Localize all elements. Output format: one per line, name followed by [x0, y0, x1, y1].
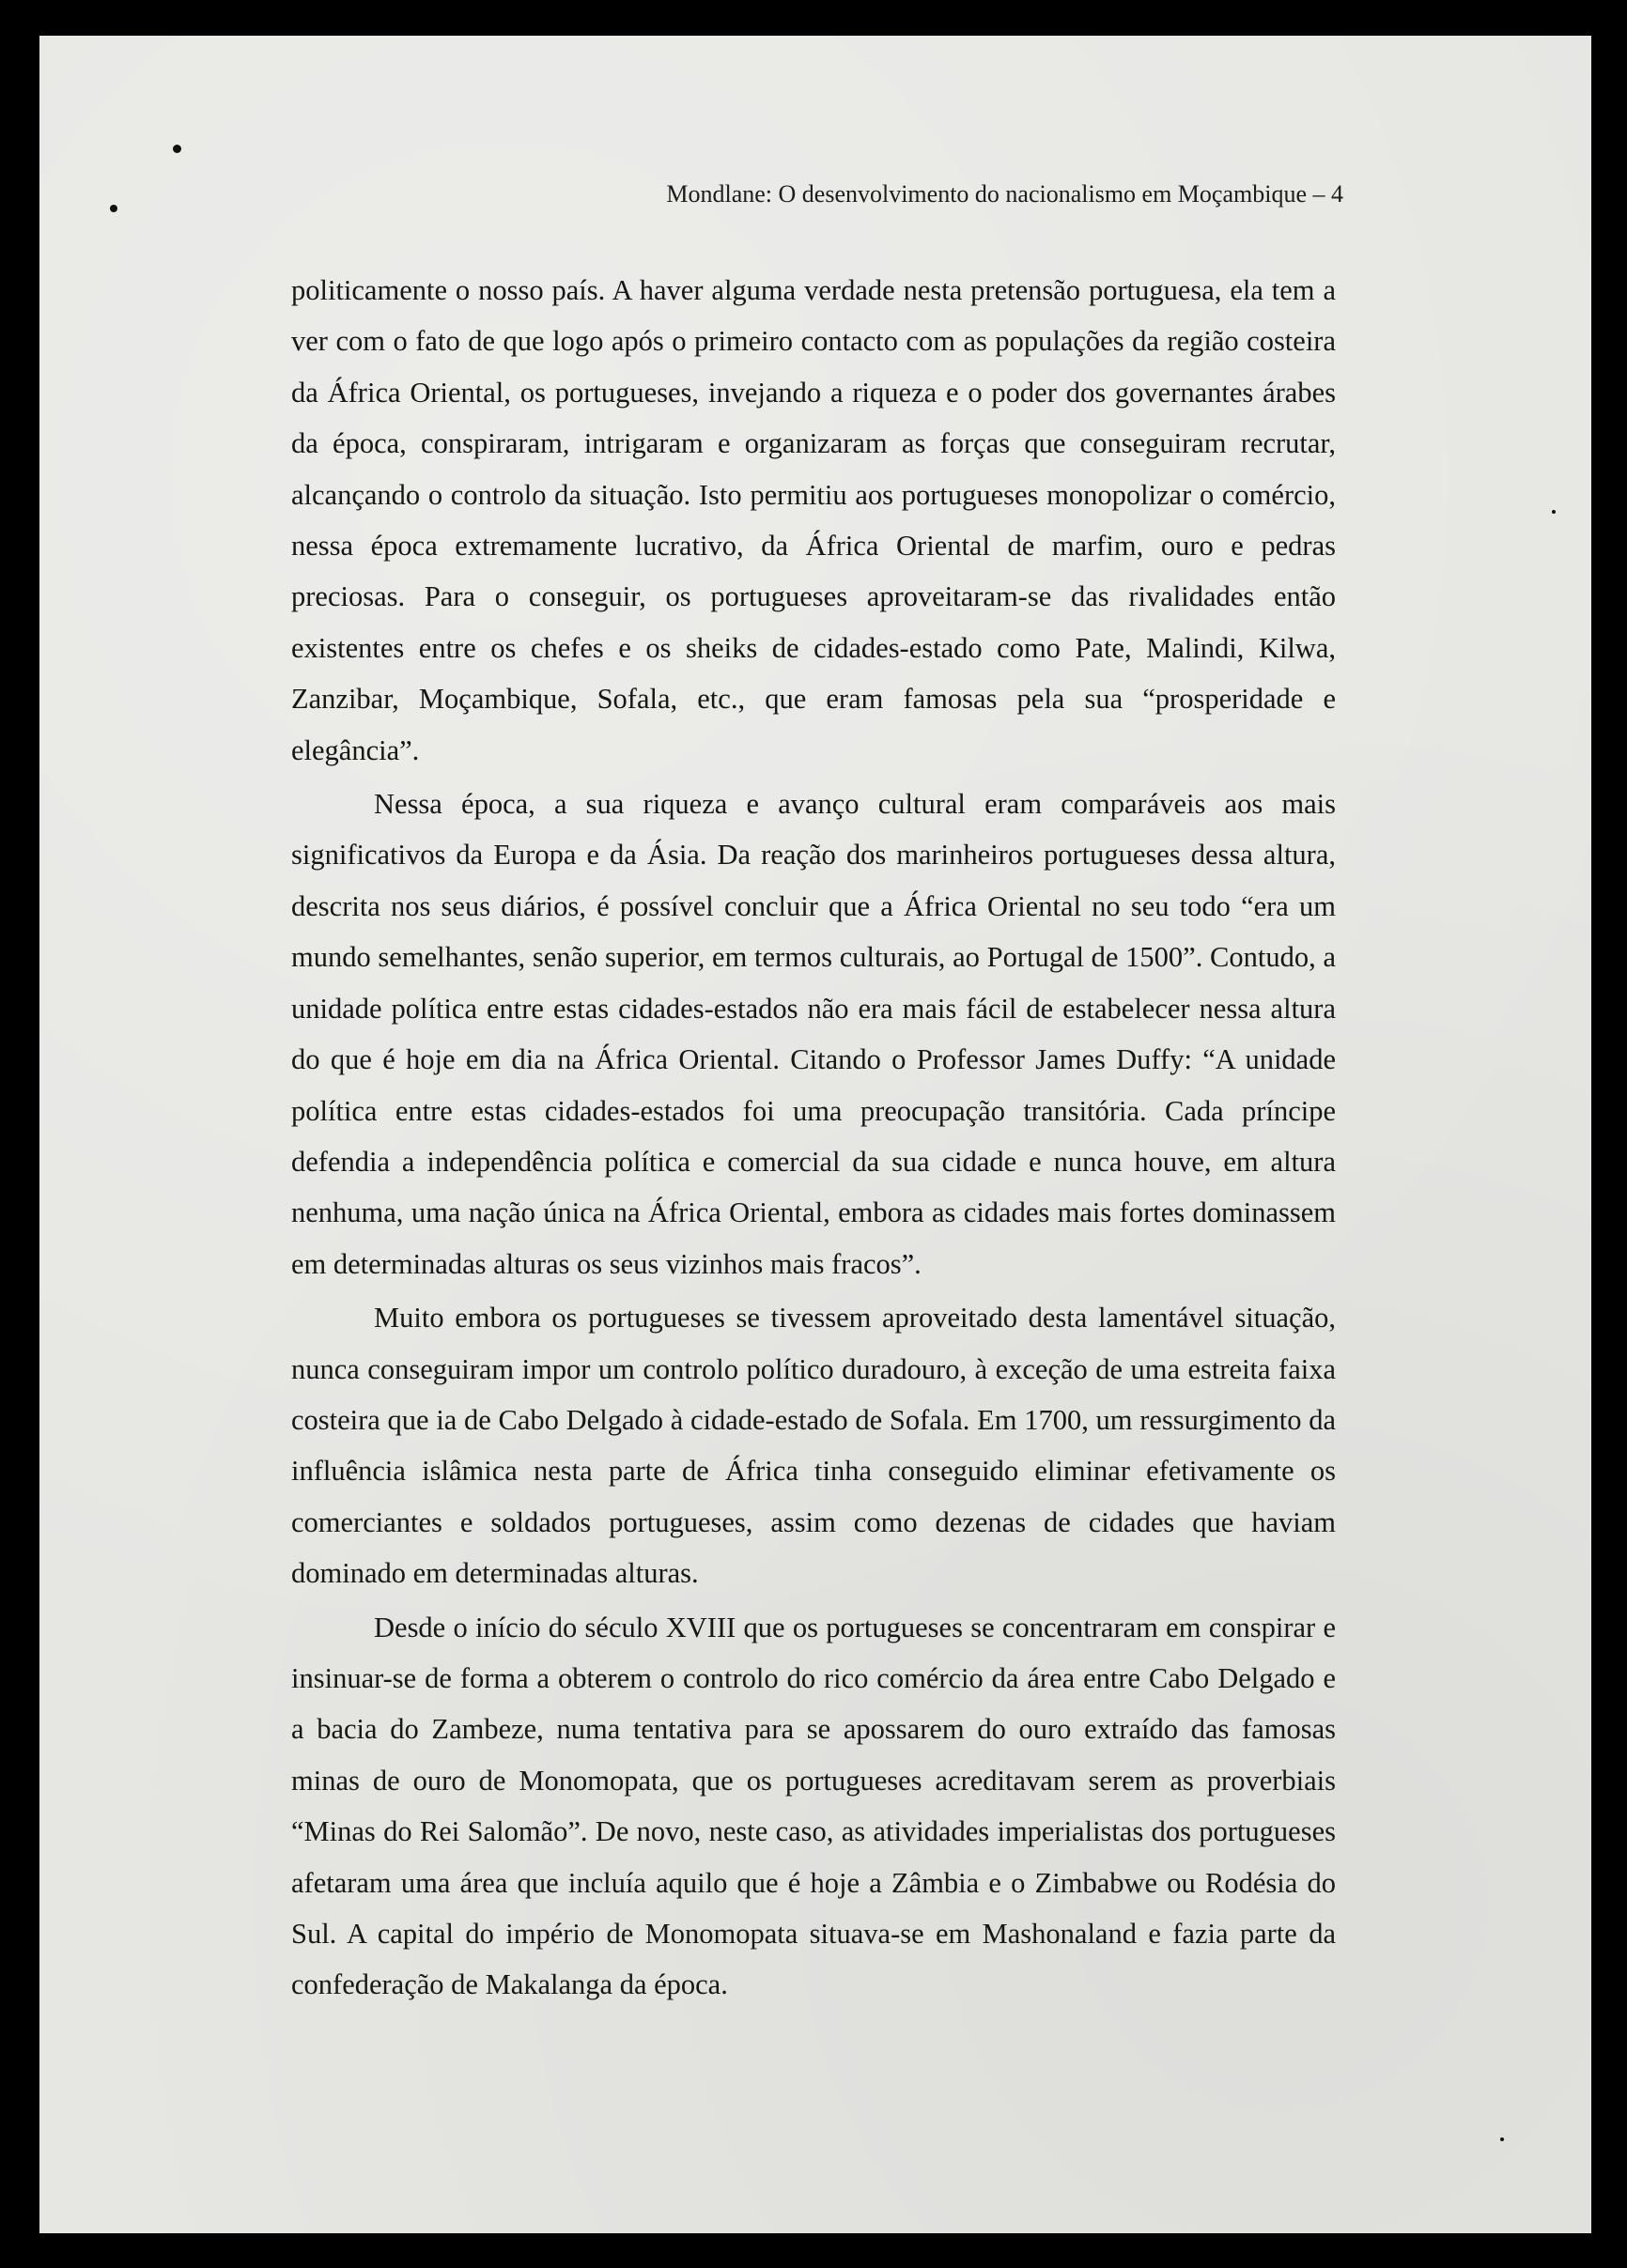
scan-speck	[1500, 2137, 1504, 2141]
paragraph-3: Muito embora os portugueses se tivessem aproveitado desta lamentável situação, nunca conseguiram impor um controlo político duradouro, à exceção de uma estreita faixa costeira que ia de Cabo Delgado à cidade-estado de Sofala. Em 1700, um ressurgimento da influência islâmica nesta parte de África tinha conseguido eliminar efetivamente os comerciantes e soldados portugueses, assim como dezenas de cidades que haviam dominado em determinadas alturas.	[291, 1302, 1336, 1590]
running-header: Mondlane: O desenvolvimento do nacionalismo em Moçambique – 4	[666, 180, 1343, 208]
scan-speck	[110, 205, 117, 212]
paragraph-4: Desde o início do século XVIII que os portugueses se concentraram em conspirar e insinuar-se de forma a obterem o controlo do rico comércio da área entre Cabo Delgado e a bacia do Zambeze, numa tentativa para se apossarem do ouro extraído das famosas minas de ouro de Monomopata, que os portugueses acreditavam serem as proverbiais “Minas do Rei Salomão”. De novo, neste caso, as atividades imperialistas dos portugueses afetaram uma área que incluía aquilo que é hoje a Zâmbia e o Zimbabwe ou Rodésia do Sul. A capital do império de Monomopata situava-se em Mashonaland e fazia parte da confederação de Makalanga da época.	[291, 1611, 1336, 2001]
scan-speck	[1552, 510, 1556, 514]
paragraph-2: Nessa época, a sua riqueza e avanço cultural eram comparáveis aos mais significativos da Europa e da Ásia. Da reação dos marinheiros portugueses dessa altura, descrita nos seus diários, é possível concluir que a África Oriental no seu todo “era um mundo semelhantes, senão superior, em termos culturais, ao Portugal de 1500”. Contudo, a unidade política entre estas cidades-estados não era mais fácil de estabelecer nessa altura do que é hoje em dia na África Oriental. Citando o Professor James Duffy: “A unidade política entre estas cidades-estados foi uma preocupação transitória. Cada príncipe defendia a independência política e comercial da sua cidade e nunca houve, em altura nenhuma, uma nação única na África Oriental, embora as cidades mais fortes dominassem em determinadas alturas os seus vizinhos mais fracos”.	[291, 788, 1336, 1280]
scan-speck	[173, 145, 181, 153]
body-text	[291, 265, 1336, 2011]
paragraph-1: politicamente o nosso país. A haver alguma verdade nesta pretensão portuguesa, ela tem a ver com o fato de que logo após o primeiro contacto com as populações da região costeira da África Oriental, os portugueses, invejando a riqueza e o poder dos governantes árabes da época, conspiraram, intrigaram e organizaram as forças que conseguiram recrutar, alcançando o controlo da situação. Isto permitiu aos portugueses monopolizar o comércio, nessa época extremamente lucrativo, da África Oriental de marfim, ouro e pedras preciosas. Para o conseguir, os portugueses aproveitaram-se das rivalidades então existentes entre os chefes e os sheiks de cidades-estado como Pate, Malindi, Kilwa, Zanzibar, Moçambique, Sofala, etc., que eram famosas pela sua “prosperidade e elegância”.	[291, 274, 1336, 766]
